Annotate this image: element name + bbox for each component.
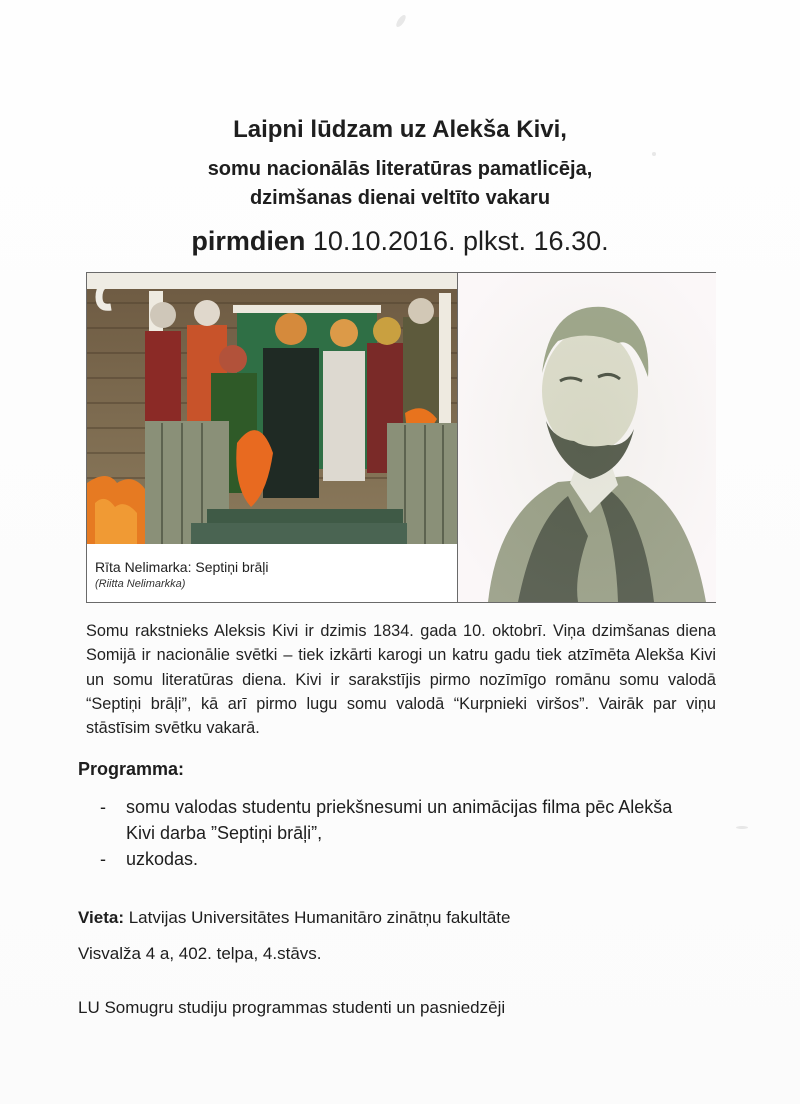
painting-caption-original-name: (Riitta Nelimarkka) [95, 578, 186, 590]
venue-line [78, 908, 510, 928]
event-weekday: pirmdien [191, 226, 306, 256]
headline-occasion: dzimšanas dienai veltīto vakaru [249, 187, 551, 209]
organizers-signature: LU Somugru studiju programmas studenti un pasniedzēji [78, 998, 506, 1017]
painting-illustration [87, 273, 457, 544]
programme-item [100, 794, 700, 846]
paper-speck [652, 152, 656, 156]
venue-place: Latvijas Universitātes Humanitāro zinātņu fakultāte [124, 908, 511, 927]
venue-address: Visvalža 4 a, 402. telpa, 4.stāvs. [78, 944, 322, 963]
programme-item-text: uzkodas. [126, 849, 199, 869]
intro-paragraph: Somu rakstnieks Aleksis Kivi ir dzimis 1834. gada 10. oktobrī. Viņa dzimšanas diena Somijā ir nacionālie svētki – tiek izkārti karogi un katru gadu tiek atzīmēta Alekša Kivi un somu literatūras diena. Kivi ir sarakstījis pirmo nozīmīgo romānu somu valodā “Septiņi brāļi”, kā arī pirmo lugu somu valodā “Kurpnieki viršos”. Vairāk par viņu stāstīsim svētku vakarā. [86, 622, 716, 738]
portrait-aleksis-kivi [458, 273, 716, 602]
event-datetime: 10.10.2016. plkst. 16.30. [305, 226, 609, 256]
venue-label: Vieta: [78, 908, 124, 927]
headline-welcome: Laipni lūdzam uz Alekša Kivi, [233, 116, 567, 143]
paper-speck [736, 826, 748, 829]
programme-heading: Programma: [78, 759, 185, 779]
list-dash: - [100, 797, 106, 817]
programme-item [100, 846, 700, 872]
event-dateline [0, 226, 800, 257]
list-dash: - [100, 849, 106, 869]
programme-list [100, 794, 700, 872]
painting-seven-brothers [87, 273, 457, 544]
painting-caption: Rīta Nelimarka: Septiņi brāļi [95, 559, 269, 575]
programme-item-text: somu valodas studentu priekšnesumi un animācijas filma pēc Alekša Kivi darba ”Septiņi brāļi”, [126, 797, 673, 843]
image-frame [86, 272, 716, 603]
headline-subtitle: somu nacionālās literatūras pamatlicēja, [207, 158, 593, 180]
portrait-illustration [458, 273, 716, 602]
